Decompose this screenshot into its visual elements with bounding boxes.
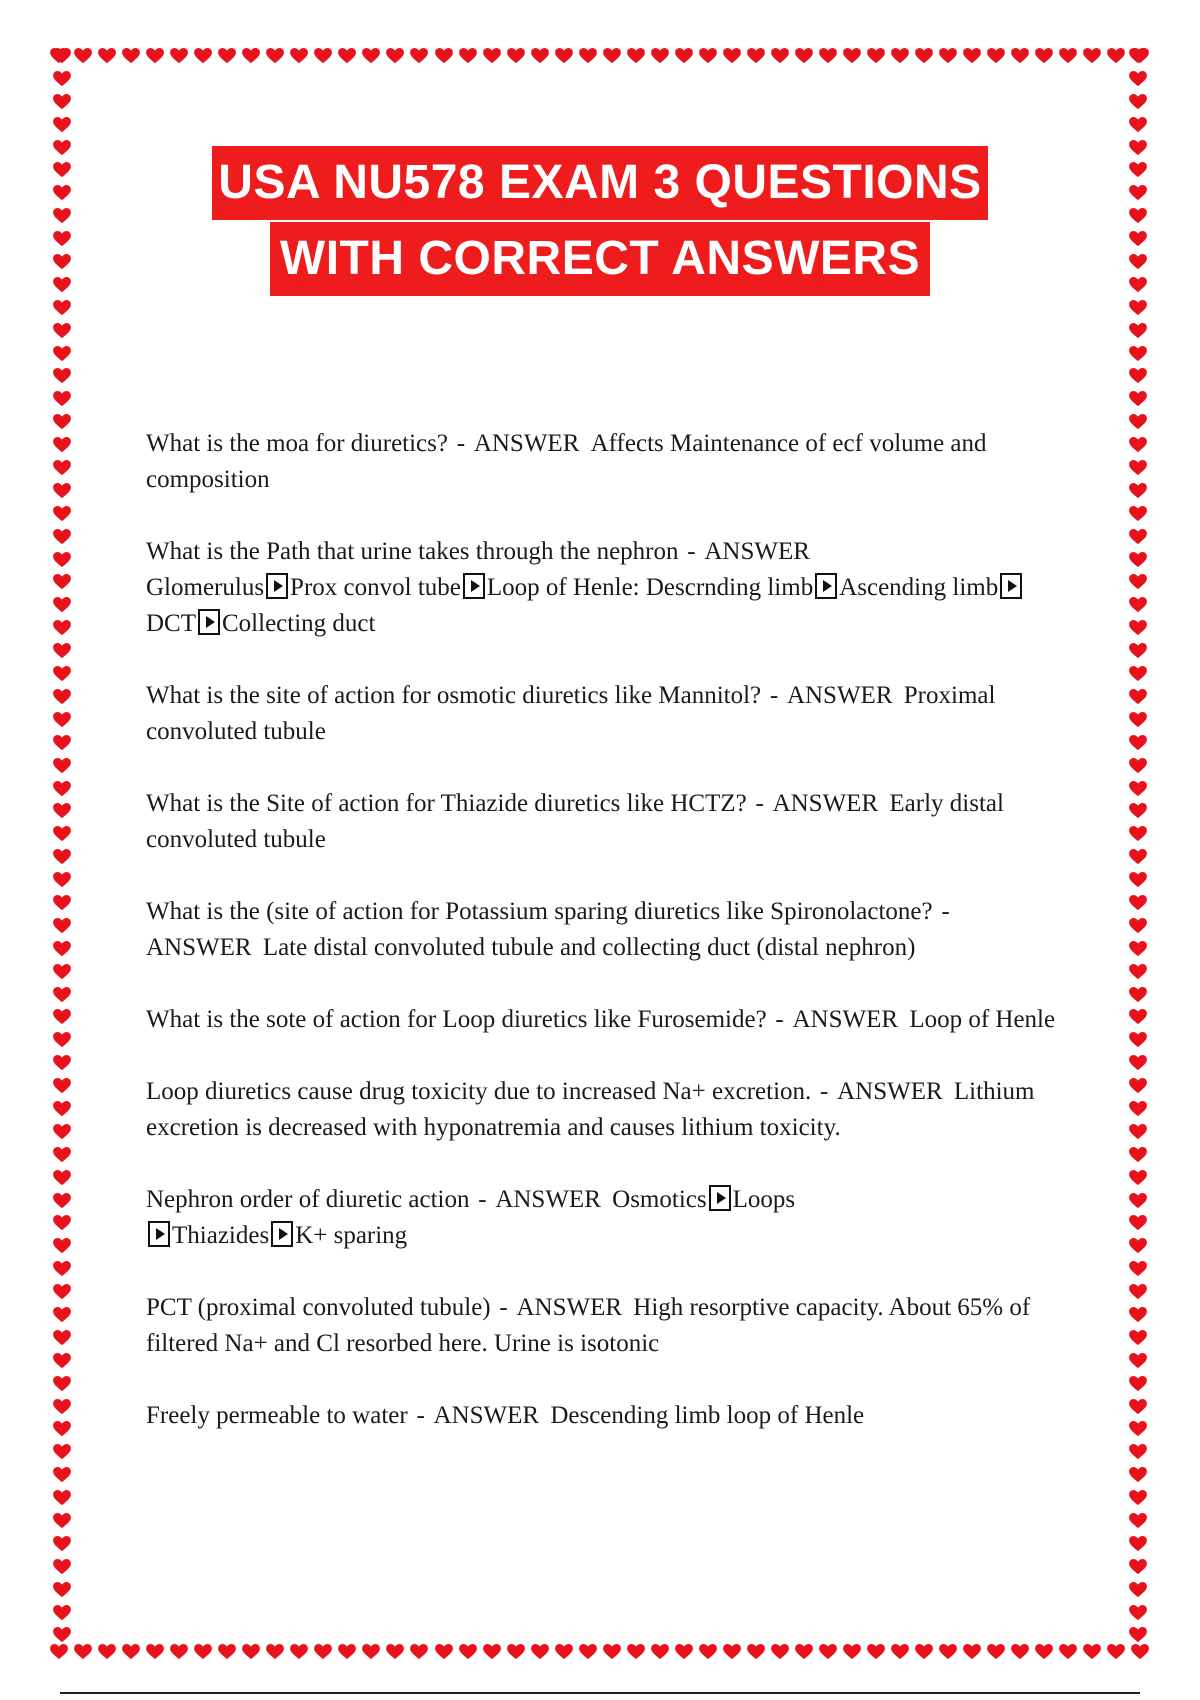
heart-icon [963, 48, 981, 64]
heart-icon [53, 1215, 71, 1231]
heart-icon [1129, 529, 1147, 545]
heart-icon [53, 735, 71, 751]
heart-border-bottom [50, 1640, 1150, 1664]
answer-text: Descending limb loop of Henle [550, 1402, 865, 1429]
heart-icon [53, 1513, 71, 1529]
question-text: What is the moa for diuretics? [146, 430, 448, 457]
heart-icon [410, 48, 428, 64]
heart-icon [1129, 1536, 1147, 1552]
qa-item: PCT (proximal convoluted tubule) - ANSWER High resorptive capacity. About 65% of filtered Na+ and Cl resorbed here. Urine is isotonic [146, 1294, 1031, 1357]
heart-icon [891, 1644, 909, 1660]
heart-icon [771, 48, 789, 64]
heart-icon [1129, 1376, 1147, 1392]
heart-icon [435, 48, 453, 64]
heart-icon [53, 1101, 71, 1117]
answer-part: Loop of Henle: Descrnding limb [486, 574, 814, 601]
question-text: Freely permeable to water [146, 1402, 408, 1429]
heart-icon [1129, 1147, 1147, 1163]
heart-icon [747, 48, 765, 64]
question-text: Nephron order of diuretic action [146, 1186, 470, 1213]
heart-icon [1129, 666, 1147, 682]
heart-icon [53, 483, 71, 499]
heart-icon [1129, 597, 1147, 613]
play-arrow-icon [271, 1221, 293, 1247]
heart-icon [1129, 1605, 1147, 1621]
answer-label: ANSWER [792, 1006, 899, 1033]
heart-icon [1129, 48, 1147, 64]
heart-icon [1059, 48, 1077, 64]
qa-item: What is the moa for diuretics? - ANSWER Affects Maintenance of ecf volume and composition [146, 430, 987, 493]
heart-icon [531, 48, 549, 64]
heart-icon [987, 48, 1005, 64]
heart-icon [1129, 712, 1147, 728]
answer-text: Late distal convoluted tubule and collecting duct (distal nephron) [262, 934, 916, 961]
heart-icon [1129, 1559, 1147, 1575]
heart-icon [675, 48, 693, 64]
heart-icon [53, 1055, 71, 1071]
answer-part: Osmotics [612, 1186, 707, 1213]
heart-icon [53, 1376, 71, 1392]
answer-part: Loops [732, 1186, 796, 1213]
heart-icon [53, 781, 71, 797]
heart-icon [53, 414, 71, 430]
heart-icon [579, 48, 597, 64]
play-arrow-icon [1000, 573, 1022, 599]
heart-icon [53, 826, 71, 842]
heart-icon [1129, 1215, 1147, 1231]
heart-icon [1129, 1490, 1147, 1506]
heart-icon [939, 48, 957, 64]
heart-icon [53, 1353, 71, 1369]
heart-icon [819, 48, 837, 64]
answer-text: Early distal convoluted tubule [146, 790, 1004, 853]
heart-icon [53, 1238, 71, 1254]
document-title [0, 146, 1200, 296]
heart-icon [1129, 803, 1147, 819]
heart-icon [1035, 48, 1053, 64]
heart-icon [1129, 323, 1147, 339]
heart-icon [1129, 964, 1147, 980]
heart-icon [1129, 1421, 1147, 1437]
heart-icon [53, 1582, 71, 1598]
heart-icon [53, 895, 71, 911]
heart-icon [53, 71, 71, 87]
heart-icon [891, 48, 909, 64]
question-text: What is the Path that urine takes through the nephron [146, 538, 679, 565]
heart-icon [1011, 48, 1029, 64]
heart-icon [50, 1644, 68, 1660]
heart-icon [1129, 506, 1147, 522]
heart-icon [579, 1644, 597, 1660]
heart-icon [53, 941, 71, 957]
heart-icon [1129, 1101, 1147, 1117]
answer-text: Proximal convoluted tubule [146, 682, 996, 745]
heart-icon [53, 323, 71, 339]
heart-icon [53, 552, 71, 568]
heart-icon [1129, 1055, 1147, 1071]
heart-icon [53, 620, 71, 636]
qa-item: What is the Site of action for Thiazide diuretics like HCTZ? - ANSWER Early distal convoluted tubule [146, 790, 1004, 853]
heart-icon [507, 48, 525, 64]
answer-label: ANSWER [146, 934, 252, 961]
heart-icon [1129, 643, 1147, 659]
heart-icon [1129, 574, 1147, 590]
title-line-2: WITH CORRECT ANSWERS [270, 222, 930, 296]
heart-icon [53, 1261, 71, 1277]
heart-icon [1129, 552, 1147, 568]
heart-icon [699, 1644, 717, 1660]
heart-icon [53, 1284, 71, 1300]
heart-icon [1129, 437, 1147, 453]
title-line-1: USA NU578 EXAM 3 QUESTIONS [212, 146, 987, 220]
heart-icon [1129, 117, 1147, 133]
heart-icon [1129, 1330, 1147, 1346]
heart-icon [53, 1009, 71, 1025]
qa-item: What is the Path that urine takes through the nephron - ANSWER Glomerulus Prox convol tube Loop of Henle: Descrnding limb Ascending limbDCT Collecting duct [146, 534, 1066, 642]
question-text: What is the (site of action for Potassium sparing diuretics like Spironolactone? [146, 898, 933, 925]
heart-icon [53, 1170, 71, 1186]
heart-icon [819, 1644, 837, 1660]
heart-icon [1129, 300, 1147, 316]
heart-icon [218, 48, 236, 64]
heart-icon [53, 1193, 71, 1209]
play-arrow-icon [198, 609, 220, 635]
heart-icon [1129, 1032, 1147, 1048]
heart-icon [1129, 735, 1147, 751]
heart-icon [53, 1330, 71, 1346]
heart-icon [1129, 781, 1147, 797]
heart-icon [939, 1644, 957, 1660]
heart-icon [1129, 368, 1147, 384]
heart-icon [53, 391, 71, 407]
heart-icon [53, 1627, 71, 1643]
answer-part: Ascending limb [839, 574, 999, 601]
heart-icon [266, 1644, 284, 1660]
heart-icon [53, 437, 71, 453]
heart-icon [53, 506, 71, 522]
heart-icon [146, 1644, 164, 1660]
heart-icon [1129, 849, 1147, 865]
heart-icon [122, 48, 140, 64]
question-text: What is the sote of action for Loop diuretics like Furosemide? [146, 1006, 767, 1033]
play-arrow-icon [463, 573, 485, 599]
heart-icon [915, 48, 933, 64]
heart-icon [53, 1490, 71, 1506]
play-arrow-icon [815, 573, 837, 599]
heart-icon [603, 48, 621, 64]
heart-icon [1129, 1009, 1147, 1025]
answer-label: ANSWER [433, 1402, 540, 1429]
answer-text: Loop of Henle [909, 1006, 1056, 1033]
heart-icon [1107, 48, 1125, 64]
heart-icon [867, 1644, 885, 1660]
heart-icon [1129, 391, 1147, 407]
heart-icon [843, 48, 861, 64]
heart-icon [242, 48, 260, 64]
answer-text: High resorptive capacity. About 65% of filtered Na+ and Cl resorbed here. Urine is isotonic [146, 1294, 1031, 1357]
qa-item: Nephron order of diuretic action - ANSWER Osmotics Loops Thiazides K+ sparing [146, 1186, 796, 1249]
heart-icon [1011, 1644, 1029, 1660]
heart-icon [53, 368, 71, 384]
heart-icon [459, 1644, 477, 1660]
heart-icon [146, 48, 164, 64]
heart-icon [1129, 1582, 1147, 1598]
heart-icon [53, 1536, 71, 1552]
heart-icon [699, 48, 717, 64]
answer-part: Collecting duct [222, 610, 376, 637]
heart-icon [1129, 1467, 1147, 1483]
heart-icon [1083, 48, 1101, 64]
bottom-rule [60, 1692, 1140, 1694]
heart-icon [603, 1644, 621, 1660]
answer-part: Prox convol tube [290, 574, 461, 601]
heart-icon [53, 597, 71, 613]
question-text: What is the Site of action for Thiazide diuretics like HCTZ? [146, 790, 747, 817]
heart-icon [314, 1644, 332, 1660]
heart-icon [483, 48, 501, 64]
heart-icon [53, 758, 71, 774]
heart-icon [98, 48, 116, 64]
answer-label: ANSWER [772, 790, 879, 817]
heart-icon [53, 529, 71, 545]
heart-icon [194, 48, 212, 64]
heart-icon [1129, 414, 1147, 430]
answer-part: Thiazides [172, 1222, 270, 1249]
heart-icon [771, 1644, 789, 1660]
heart-icon [53, 849, 71, 865]
heart-icon [1129, 1627, 1147, 1643]
heart-icon [1083, 1644, 1101, 1660]
heart-icon [53, 1124, 71, 1140]
heart-icon [963, 1644, 981, 1660]
heart-icon [242, 1644, 260, 1660]
play-arrow-icon [148, 1221, 170, 1247]
heart-icon [915, 1644, 933, 1660]
heart-icon [1129, 1307, 1147, 1323]
heart-icon [1129, 918, 1147, 934]
heart-icon [843, 1644, 861, 1660]
heart-icon [723, 48, 741, 64]
heart-icon [435, 1644, 453, 1660]
heart-icon [362, 1644, 380, 1660]
heart-icon [627, 1644, 645, 1660]
heart-icon [53, 300, 71, 316]
heart-icon [555, 1644, 573, 1660]
heart-icon [170, 1644, 188, 1660]
heart-icon [410, 1644, 428, 1660]
qa-item: Loop diuretics cause drug toxicity due to increased Na+ excretion. - ANSWER Lithium excretion is decreased with hyponatremia and causes lithium toxicity. [146, 1078, 1035, 1141]
heart-icon [987, 1644, 1005, 1660]
heart-icon [1129, 620, 1147, 636]
heart-icon [53, 803, 71, 819]
heart-icon [627, 48, 645, 64]
heart-icon [1129, 1284, 1147, 1300]
heart-icon [218, 1644, 236, 1660]
heart-icon [1129, 483, 1147, 499]
answer-label: ANSWER [704, 538, 810, 565]
heart-icon [53, 964, 71, 980]
heart-icon [53, 1032, 71, 1048]
heart-icon [507, 1644, 525, 1660]
answer-label: ANSWER [473, 430, 580, 457]
heart-icon [266, 48, 284, 64]
play-arrow-icon [709, 1185, 731, 1211]
heart-icon [651, 48, 669, 64]
answer-label: ANSWER [495, 1186, 601, 1213]
heart-icon [53, 1421, 71, 1437]
answer-label: ANSWER [837, 1078, 943, 1105]
heart-icon [53, 94, 71, 110]
play-arrow-icon [266, 573, 288, 599]
heart-icon [1129, 346, 1147, 362]
answer-part: K+ sparing [295, 1222, 408, 1249]
heart-icon [1129, 987, 1147, 1003]
heart-icon [1129, 1193, 1147, 1209]
heart-icon [1059, 1644, 1077, 1660]
question-text: Loop diuretics cause drug toxicity due to increased Na+ excretion. [146, 1078, 812, 1105]
heart-icon [1129, 71, 1147, 87]
heart-icon [53, 918, 71, 934]
heart-icon [53, 346, 71, 362]
heart-icon [53, 987, 71, 1003]
heart-icon [386, 48, 404, 64]
heart-icon [1107, 1644, 1125, 1660]
answer-text: Affects Maintenance of ecf volume and composition [146, 430, 987, 493]
heart-icon [1129, 1513, 1147, 1529]
heart-icon [1129, 460, 1147, 476]
heart-icon [1129, 1399, 1147, 1415]
heart-icon [290, 48, 308, 64]
heart-icon [338, 48, 356, 64]
heart-icon [53, 1605, 71, 1621]
answer-label: ANSWER [516, 1294, 623, 1321]
qa-item: What is the (site of action for Potassium sparing diuretics like Spironolactone? -ANSWER Late distal convoluted tubule and collecting duct (distal nephron) [146, 898, 950, 961]
heart-icon [53, 1147, 71, 1163]
heart-icon [1129, 895, 1147, 911]
heart-icon [1129, 1170, 1147, 1186]
heart-icon [122, 1644, 140, 1660]
heart-icon [723, 1644, 741, 1660]
heart-icon [53, 1559, 71, 1575]
qa-item: What is the site of action for osmotic diuretics like Mannitol? - ANSWER Proximal convoluted tubule [146, 682, 996, 745]
heart-icon [675, 1644, 693, 1660]
heart-icon [1129, 1238, 1147, 1254]
answer-text: Lithium excretion is decreased with hyponatremia and causes lithium toxicity. [146, 1078, 1035, 1141]
heart-icon [53, 643, 71, 659]
heart-icon [338, 1644, 356, 1660]
heart-icon [74, 48, 92, 64]
heart-icon [98, 1644, 116, 1660]
heart-icon [1129, 941, 1147, 957]
heart-icon [747, 1644, 765, 1660]
heart-icon [1129, 1444, 1147, 1460]
heart-icon [1129, 1353, 1147, 1369]
heart-icon [459, 48, 477, 64]
heart-icon [795, 1644, 813, 1660]
heart-icon [795, 48, 813, 64]
answer-part: Glomerulus [146, 574, 265, 601]
heart-icon [483, 1644, 501, 1660]
heart-border-top [50, 44, 1150, 68]
heart-icon [362, 48, 380, 64]
question-text: What is the site of action for osmotic diuretics like Mannitol? [146, 682, 762, 709]
heart-icon [1129, 689, 1147, 705]
heart-icon [53, 1078, 71, 1094]
heart-icon [867, 48, 885, 64]
heart-icon [53, 574, 71, 590]
heart-icon [290, 1644, 308, 1660]
answer-label: ANSWER [786, 682, 893, 709]
heart-icon [53, 48, 71, 64]
heart-icon [1129, 872, 1147, 888]
answer-part: DCT [146, 610, 196, 637]
heart-icon [314, 48, 332, 64]
heart-icon [170, 48, 188, 64]
heart-icon [1129, 1078, 1147, 1094]
heart-icon [531, 1644, 549, 1660]
heart-icon [74, 1644, 92, 1660]
heart-icon [194, 1644, 212, 1660]
qa-item: Freely permeable to water - ANSWER Descending limb loop of Henle [146, 1402, 865, 1429]
heart-icon [53, 666, 71, 682]
heart-icon [1129, 758, 1147, 774]
heart-icon [53, 872, 71, 888]
heart-icon [53, 1444, 71, 1460]
question-text: PCT (proximal convoluted tubule) [146, 1294, 491, 1321]
heart-icon [53, 1399, 71, 1415]
heart-icon [53, 1307, 71, 1323]
heart-icon [53, 117, 71, 133]
heart-icon [53, 712, 71, 728]
heart-icon [1129, 1261, 1147, 1277]
heart-icon [53, 460, 71, 476]
heart-icon [1129, 94, 1147, 110]
heart-icon [53, 1467, 71, 1483]
heart-icon [1129, 1124, 1147, 1140]
qa-list [146, 426, 1066, 1470]
heart-icon [53, 689, 71, 705]
heart-icon [651, 1644, 669, 1660]
heart-icon [1035, 1644, 1053, 1660]
heart-icon [555, 48, 573, 64]
heart-icon [1129, 826, 1147, 842]
qa-item: What is the sote of action for Loop diuretics like Furosemide? - ANSWER Loop of Henle [146, 1006, 1056, 1033]
heart-icon [1131, 1644, 1149, 1660]
heart-icon [386, 1644, 404, 1660]
